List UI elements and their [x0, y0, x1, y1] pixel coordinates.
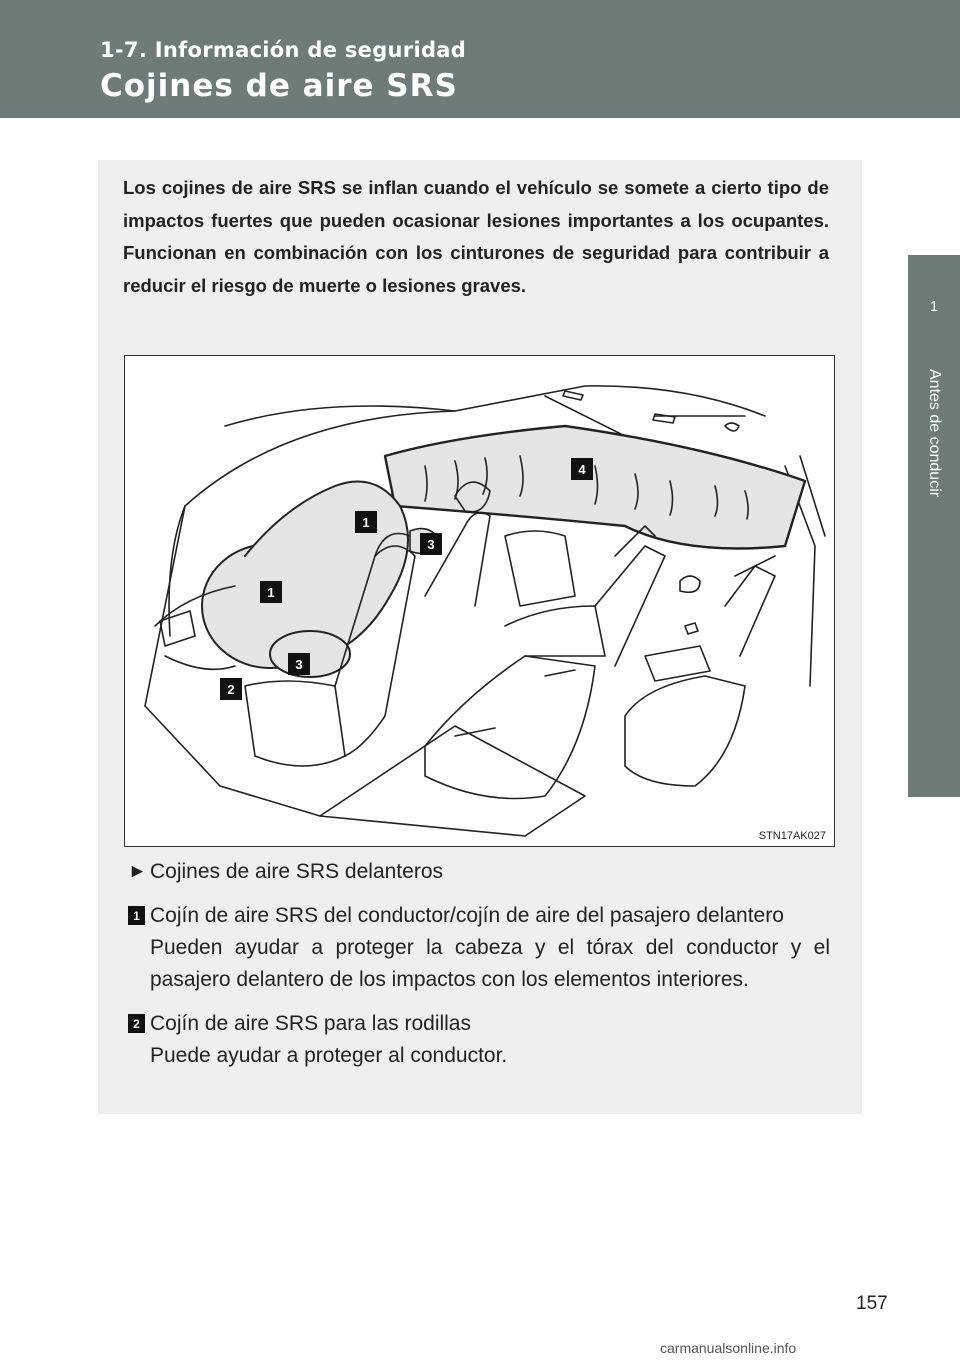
item-1-number-badge: 1 — [128, 906, 145, 925]
page-number: 157 — [856, 1293, 888, 1314]
callout-1-passenger-airbag: 1 — [355, 511, 377, 533]
front-airbags-heading — [126, 856, 830, 888]
item-2-description: Puede ayudar a proteger al conductor. — [150, 1044, 508, 1067]
triangle-bullet-icon: ► — [128, 861, 147, 882]
car-interior-drawing — [125, 356, 834, 846]
chapter-label: Antes de conducir — [926, 369, 943, 498]
item-2-title: Cojín de aire SRS para las rodillas — [150, 1012, 471, 1035]
callout-4-curtain-airbag: 4 — [571, 458, 593, 480]
intro-paragraph: Los cojines de aire SRS se inflan cuando el vehículo se somete a cierto tipo de impactos fuertes que pueden ocasionar lesiones importantes a los ocupantes. Funcionan en combinación con los cinturones de seguridad para contribuir a reducir el riesgo de muerte o lesiones graves. — [123, 177, 829, 296]
callout-1-driver-airbag: 1 — [260, 581, 282, 603]
chapter-number: 1 — [929, 297, 939, 315]
page-title: Cojines de aire SRS — [100, 68, 458, 104]
callout-2-knee-airbag: 2 — [220, 678, 242, 700]
item-1 — [126, 900, 830, 996]
item-2-number-badge: 2 — [128, 1014, 145, 1033]
chapter-tab — [908, 357, 960, 797]
page-header — [0, 0, 960, 118]
chapter-tab-number — [908, 255, 960, 357]
callout-3-side-airbag-passenger: 3 — [420, 533, 442, 555]
airbag-illustration — [124, 355, 835, 847]
item-1-title: Cojín de aire SRS del conductor/cojín de aire del pasajero delantero — [150, 904, 784, 927]
item-2 — [126, 1008, 830, 1072]
front-airbags-heading-text: Cojines de aire SRS delanteros — [150, 860, 443, 883]
item-1-description: Pueden ayudar a proteger la cabeza y el tórax del conductor y el pasajero delantero de los impactos con los elementos interiores. — [150, 936, 830, 991]
callout-3-side-airbag-driver: 3 — [288, 653, 310, 675]
watermark: carmanualsonline.info — [660, 1340, 797, 1356]
section-heading: 1-7. Información de seguridad — [100, 38, 467, 62]
airbag-descriptions — [126, 856, 830, 1072]
figure-code: STN17AK027 — [758, 830, 826, 842]
